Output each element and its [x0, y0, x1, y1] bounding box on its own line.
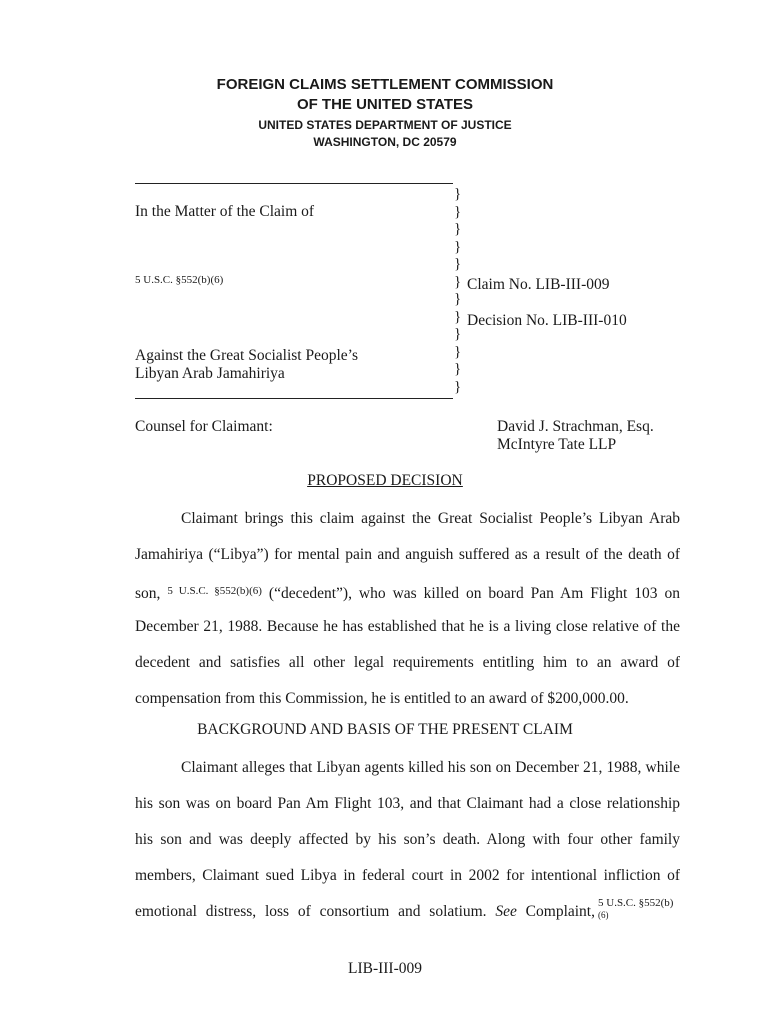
caption-bottom-rule: [135, 398, 453, 399]
para1-line-6: compensation from this Commission, he is entitled to an award of $200,000.00.: [135, 690, 629, 707]
paragraph-1: [135, 501, 680, 717]
para2-see-signal: See: [495, 903, 517, 920]
document-title: [0, 472, 770, 490]
redaction-complaint-cite: [598, 897, 673, 921]
para1-line-2: Jamahiriya (“Libya”) for mental pain and anguish suffered as a result of the death of: [135, 546, 680, 563]
para2-line-4: members, Claimant sued Libya in federal court in 2002 for intentional infliction of: [135, 867, 680, 884]
redaction-decedent-name: 5 U.S.C. §552(b)(6): [167, 585, 262, 597]
para1-line-1: Claimant brings this claim against the Great Socialist People’s Libyan Arab: [181, 510, 680, 527]
counsel-firm: McIntyre Tate LLP: [497, 436, 617, 453]
para1-line-5: decedent and satisfies all other legal requirements entitling him to an award of: [135, 654, 680, 671]
commission-title: FOREIGN CLAIMS SETTLEMENT COMMISSION: [216, 76, 554, 93]
department-address: WASHINGTON, DC 20579: [313, 135, 457, 149]
redaction-complaint-cite-line-2: (6): [598, 910, 609, 920]
para1-line-3-start: son,: [135, 585, 161, 602]
respondent-line-2: Libyan Arab Jamahiriya: [135, 365, 285, 382]
para2-complaint-cite: Complaint,: [525, 903, 595, 920]
para2-line-5-start: emotional distress, loss of consortium and solatium.: [135, 903, 487, 920]
redaction-claimant-name: 5 U.S.C. §552(b)(6): [135, 274, 224, 286]
claim-number: Claim No. LIB-III-009: [467, 276, 610, 293]
department-name: UNITED STATES DEPARTMENT OF JUSTICE: [258, 118, 512, 132]
para2-line-1: Claimant alleges that Libyan agents killed his son on December 21, 1988, while: [181, 759, 680, 776]
document-title-text: PROPOSED DECISION: [307, 472, 463, 489]
para2-line-3: his son and was deeply affected by his son’s death. Along with four other family: [135, 831, 680, 848]
para1-line-3-end: (“decedent”), who was killed on board Pan Am Flight 103 on: [268, 585, 680, 602]
counsel-label: Counsel for Claimant:: [135, 418, 273, 435]
decision-number: Decision No. LIB-III-010: [467, 312, 627, 329]
matter-label: In the Matter of the Claim of: [135, 203, 315, 220]
caption-top-rule: [135, 183, 453, 184]
section-heading: BACKGROUND AND BASIS OF THE PRESENT CLAIM: [197, 721, 573, 738]
para2-line-5: [135, 894, 595, 930]
caption-braces: } } } } } } } } } } } }: [454, 186, 462, 395]
para1-line-4: December 21, 1988. Because he has established that he is a living close relative of the: [135, 618, 680, 635]
page-footer: LIB-III-009: [347, 960, 423, 977]
para1-line-3: [135, 573, 680, 609]
respondent-line-1: Against the Great Socialist People’s: [135, 347, 358, 364]
commission-subtitle: OF THE UNITED STATES: [296, 96, 474, 113]
para2-line-2: his son was on board Pan Am Flight 103, and that Claimant had a close relationship: [135, 795, 680, 812]
counsel-name: David J. Strachman, Esq.: [497, 418, 654, 435]
redaction-complaint-cite-line-1: 5 U.S.C. §552(b): [598, 897, 674, 909]
